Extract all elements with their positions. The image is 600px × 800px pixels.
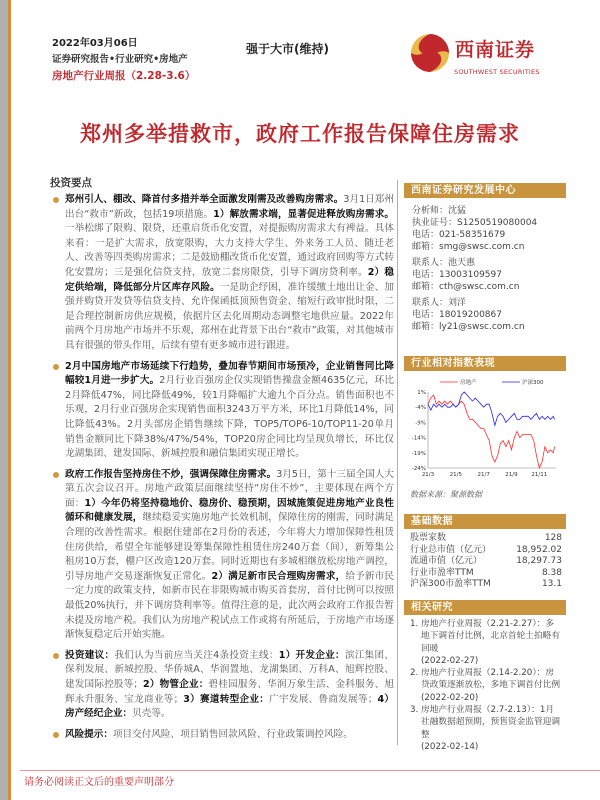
summary-bullets (50, 193, 394, 748)
bullet-text: 滨江集团、保利发展、新城控股、华侨城A、华润置地、龙湖集团、万科A、旭辉控股、建发国际控股等； (65, 649, 395, 690)
x-tick-label: 21/3 (421, 472, 435, 478)
bullet-bold-text: 政府工作报告坚持房住不炒，强调保障住房需求。 (65, 468, 277, 480)
relative-index-chart (404, 372, 566, 484)
bullet-text: 一是助企纾困，准许缓缴土地出让金、加强并购贷开发贷等信贷支持、允许保函抵顶预售资金、缩短行政审批时限，二是合理控制新房供应规模，依据片区去化周期动态调整宅地供应量。2022年前两个月房地产市场并不乐观，郑州在此背景下出台“救市”政策，对其他城市具有很强的带头作用，后续有望有更多城市进行跟进。 (65, 281, 395, 351)
research-date: (2022-02-14) (421, 741, 479, 752)
research-number: 1. (410, 619, 419, 629)
basic-data-label: 行业市盈率TTM (410, 567, 474, 578)
basic-data-label: 流通市值（亿元） (410, 556, 483, 567)
bullet-bold-text: 3）赛道转型企业： (183, 693, 270, 705)
summary-bullet (50, 193, 394, 354)
bullet-bold-text: 1）解放需求端，显著促进释放购房需求。 (213, 208, 394, 220)
x-tick-label: 21/5 (449, 472, 463, 478)
analyst-name: 分析师：沈猛 (412, 206, 467, 216)
legend-label: 沪深300 (522, 380, 544, 386)
x-tick-label: 21/7 (477, 472, 490, 478)
research-date: (2022-02-20) (421, 692, 479, 703)
x-tick-label: 21/11 (531, 472, 548, 478)
basic-data-row (410, 568, 562, 580)
summary-bullet (50, 649, 394, 722)
contact-name: 联系人：刘洋 (412, 298, 467, 308)
weekly-title: 房地产行业周报（2.28-3.6） (52, 70, 196, 82)
bullet-bold-text: 郑州引人、棚改、降首付多措并举全面激发刚需及改善购房需求。 (65, 194, 344, 205)
related-research-item[interactable] (410, 667, 562, 704)
related-research-item[interactable] (410, 618, 562, 667)
related-research-item[interactable] (410, 704, 562, 753)
basic-data-value: 18,297.73 (516, 556, 562, 567)
contact-email[interactable]: 邮箱：cth@swsc.com.cn (412, 282, 520, 292)
basic-data-row (410, 533, 562, 545)
logo-name: 西南证券 (455, 39, 536, 61)
research-date: (2022-02-27) (421, 655, 479, 666)
research-title: 房地产行业周报（2.14-2.20）：房贷政策逐渐放松，多地下调首付比例 (421, 668, 560, 691)
related-research-list (410, 618, 562, 753)
basic-data-header: 基础数据 (404, 514, 566, 529)
contact-name: 联系人：池天惠 (412, 258, 476, 268)
basic-data-label: 股票家数 (410, 533, 447, 543)
chart-header: 行业相对指数表现 (404, 356, 566, 371)
bullet-bold-text: 4）房产经纪企业： (65, 693, 395, 720)
bullet-dot-icon (53, 472, 59, 478)
bullet-bold-text: 1）开发企业： (278, 649, 345, 661)
bullet-bold-text: 2）物管企业： (143, 679, 209, 690)
legend-label: 房地产 (460, 380, 477, 386)
bullet-text: 碧桂园服务、华润万象生活、金科服务、旭辉永升服务、宝龙商业等； (65, 679, 395, 705)
y-tick-label: -9% (415, 420, 426, 427)
related-research-header: 相关研究 (404, 600, 566, 615)
summary-heading: 投资要点 (50, 177, 92, 189)
logo-english: SOUTHWEST SECURITIES (454, 68, 540, 76)
y-tick-label: -24% (411, 466, 426, 472)
y-tick-label: -14% (411, 435, 426, 442)
basic-data-value: 13.1 (541, 579, 562, 590)
analyst-phone: 电话：021-58351679 (412, 230, 506, 240)
analyst-info (412, 205, 537, 333)
bullet-text: 我们认为当前应当关注4条投资主线： (114, 649, 279, 661)
basic-data-label: 行业总市值（亿元） (410, 544, 492, 555)
bullet-dot-icon (53, 364, 59, 370)
report-title: 郑州多举措救市，政府工作报告保障住房需求 (80, 122, 520, 146)
series-line-hs300 (428, 392, 555, 425)
series-line-real-estate (428, 395, 555, 468)
basic-data-row (410, 579, 562, 591)
bullet-bold-text: 2）稳定供给端，降低部分片区库存风险。 (65, 266, 394, 293)
bullet-text: 2月行业百强房企仅实现销售操盘金额4635亿元，环比2月降低47%，同比降低49%，较1月降幅扩大逾九个百分点。销售面积也不乐观，2月行业百强房企实现销售面积3243万平方米，环比1月降低14%，同比降低43%。2月头部房企销售继续下降，TOP5/TOP6-10/TOP11-20单月销售金额同比下降38%/47%/54%，TOP20房企同比均呈现负增长，环比仅龙湖集团、建发国际、新城控股和融信集团实现正增长。 (65, 375, 394, 460)
rating: 强于大市(维持) (246, 42, 329, 56)
y-tick-label: -19% (411, 450, 426, 457)
summary-bullet (50, 360, 394, 462)
research-title: 房地产行业周报（2.7-2.13）：1月社融数据超预期，预售资金监管迎调整 (421, 705, 560, 740)
bullet-text: 3月1日郑州出台“救市”新政，包括19项措施。 (65, 194, 395, 220)
summary-bullet (50, 728, 394, 743)
bullet-text: 一举松绑了限购、限贷，还重启货币化安置，对提振购房需求大有裨益。具体来看：一是扩大需求，放宽限购，大力支持大学生、外来务工人员、随迁老人、改善等四类购房需求；二是鼓励棚改货币化安置，通过政府回购等方式转化安置房；三是强化信贷支持，放宽二套房限贷，引导下调房贷利率。 (65, 223, 394, 278)
footer-disclaimer[interactable]: 请务必阅读正文后的重要声明部分 (24, 777, 174, 788)
basic-data-row (410, 556, 562, 568)
company-logo (410, 30, 452, 80)
bullet-text: 继续稳妥实施房地产长效机制，保障住房的刚需，同时满足合理的改善性需求。根据住建部在2月份的表述，今年将大力增加保障性租赁住房供给，希望全年能够建设筹集保障性租赁住房240万套（间），新筹集公租房10万套，棚户区改造120万套。同时近期也有多城相继放松房地产调控，引导房地产交易逐渐恢复正常化。 (65, 512, 395, 582)
basic-data-value: 8.38 (541, 567, 562, 578)
analyst-email[interactable]: 邮箱：smg@swsc.com.cn (412, 242, 525, 252)
column-divider (397, 180, 398, 745)
logo-emblem-icon (410, 33, 450, 73)
chart-source: 数据来源：聚源数据 (410, 490, 482, 499)
research-number: 2. (410, 668, 419, 679)
bullet-text: 项目交付风险、项目销售回款风险、行业政策调控风险。 (112, 728, 353, 740)
contact-email[interactable]: 邮箱：ly21@swsc.com.cn (412, 322, 525, 332)
contact-phone: 电话：18019200867 (412, 310, 502, 320)
bullet-bold-text: 2）满足新市民合理购房需求， (211, 570, 346, 582)
y-tick-label: -4% (415, 405, 426, 412)
research-title: 房地产行业周报（2.21-2.27）：多地下调首付比例，北京首轮土拍略有回暖 (421, 619, 560, 654)
bullet-text: 贝壳等。 (132, 708, 171, 720)
research-center-header: 西南证券研究发展中心 (404, 183, 566, 198)
contact-phone: 电话：13003109597 (412, 270, 502, 280)
bullet-dot-icon (53, 653, 59, 659)
bullet-dot-icon (53, 732, 59, 738)
basic-data-table (410, 533, 562, 591)
basic-data-value: 128 (544, 533, 562, 543)
bullet-dot-icon (53, 197, 59, 203)
basic-data-label: 沪深300市盈率TTM (410, 579, 491, 590)
research-number: 3. (410, 705, 419, 716)
report-type: 证券研究报告•行业研究•房地产 (52, 54, 188, 65)
bullet-bold-text: 投资建议： (65, 649, 115, 661)
x-tick-label: 21/9 (505, 472, 518, 478)
bullet-text: 广宇发展、鲁商发展等； (269, 693, 378, 705)
analyst-license: 执业证号：S1250519080004 (412, 218, 538, 228)
basic-data-row (410, 545, 562, 557)
footer-divider (20, 770, 600, 771)
bullet-bold-text: 1）今年仍将坚持稳地价、稳房价、稳预期，因城施策促进房地产业良性循环和健康发展， (65, 497, 394, 524)
y-tick-label: 1% (417, 390, 426, 396)
report-date: 2022年03月06日 (52, 38, 138, 49)
bullet-text: 3月5日，第十三届全国人大第五次会议召开。房地产政策层面继续坚持“房住不炒”，主要体现在两个方面： (65, 468, 394, 509)
bullet-bold-text: 风险提示： (65, 728, 113, 740)
summary-bullet (50, 468, 394, 643)
bullet-bold-text: 2月中国房地产市场延续下行趋势，叠加春节期间市场预冷，企业销售同比降幅较1月进一步扩大。 (65, 360, 394, 387)
bullet-text: 给予新市民一定力度的政策支持，如新市民在非限购城市购买首套房，首付比例可以按照最低20%执行，并下调房贷利率等。值得注意的是，此次两会政府工作报告暂未提及房地产税。我们认为房地产税试点工作或将有所延后，于房地产市场逐渐恢复稳定后开始实施。 (65, 570, 395, 641)
basic-data-value: 18,952.02 (516, 544, 562, 555)
